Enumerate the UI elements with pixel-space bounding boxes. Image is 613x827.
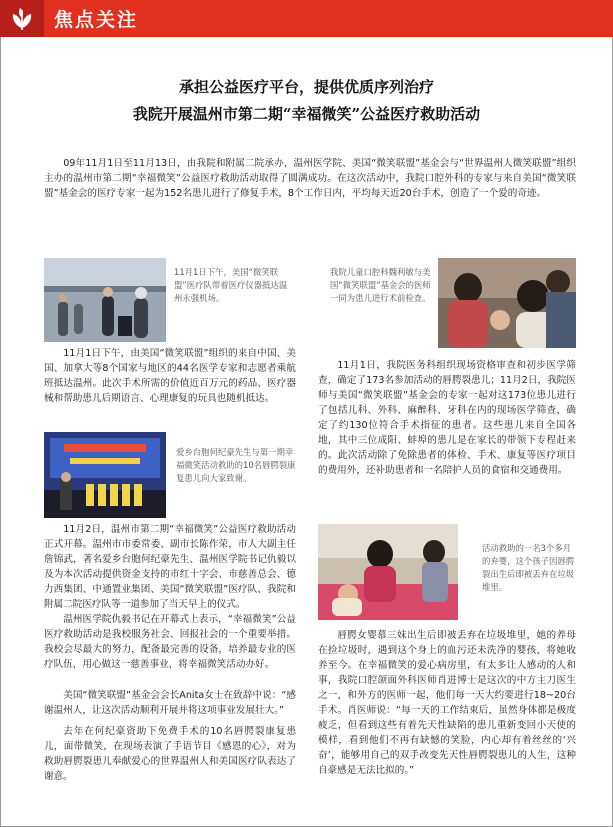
article-title-line2: 我院开展温州市第二期“幸福微笑”公益医疗救助活动	[132, 105, 481, 123]
article-title-line1: 承担公益医疗平台，提供优质序列治疗	[178, 78, 434, 96]
anita-paragraph: 美国“微笑联盟”基金会会长Anita女士在致辞中说：“感谢温州人，让这次活动顺利开展并将这项事业发展壮大。”	[44, 690, 296, 716]
caption-stage: 爱乡台胞何纪豪先生与第一期幸福微笑活动救助的10名唇腭裂康复患儿向大家致谢。	[176, 447, 296, 483]
infant-story-paragraph: 唇腭女婴慕三妹出生后即被丢弃在垃圾堆里，她的养母在捡垃圾时，遇到这个身上的血污还未洗净的婴孩，将她收养至今。在幸福微笑的爱心病房里，有太多让人感动的人和事，我院口腔颌面外科医师肖进博士是这次的中方主刀医生之一，和外方的医师一起，他们每一天大约要进行18~20台手术。肖医师说：“每一天的工作结束后，虽然身体都是极度疲乏，但看到这些有着先天性缺陷的患儿重新变回小天使的模样，看到他们不再有缺憾的笑脸，内心却有着丝丝的‘兴奋’，能够用自己的双手改变先天性唇腭裂患儿的人生，这种自豪感是无法比拟的。”	[318, 630, 576, 776]
arrival-paragraph: 11月1日下午，由美国“微笑联盟”组织的来自中国、美国、加拿大等8个国家与地区的44名医学专家和志愿者乘航班抵达温州。此次手术所需的价值近百万元的药品、医疗器械和帮助患儿后期语言、心理康复的玩具也随机抵达。	[44, 348, 296, 404]
speech-paragraph: 温州医学院仇毅书记在开幕式上表示，“幸福微笑”公益医疗救助活动是我校服务社会、回报社会的一个重要举措。我校会尽最大的努力，配备最完善的设备，培养最专业的医疗队伍，用心做这一慈善事业，将幸福微笑活动办好。	[44, 614, 296, 670]
airport-arrival-photo	[44, 258, 166, 342]
opening-paragraph: 11月2日，温州市第二期“幸福微笑”公益医疗救助活动正式开幕。温州市市委常委、副市长陈作荣，市人大副主任詹锦武，著名爱乡台胞何纪豪先生、温州医学院书记仇毅以及为本次活动提供资金支持的市红十字会、市慈善总会、德力西集团、中通置业集团、美国“微笑联盟”医疗队、我院和附属二院医疗队等一道参加了当天早上的仪式。	[44, 524, 296, 610]
caption-airport: 11月1日下午，美国“微笑联盟”医疗队带着医疗仪器抵达温州永强机场。	[174, 267, 288, 303]
thanks-paragraph: 去年在何纪豪资助下免费手术的10名唇腭裂康复患儿，面带微笑，在现场表演了手语节目《感恩的心》，对为救助唇腭裂患儿奉献爱心的世界温州人和美国医疗队表达了谢意。	[44, 726, 296, 782]
preop-exam-photo	[438, 258, 576, 348]
infant-ward-photo	[318, 524, 458, 620]
logo-box	[0, 0, 44, 37]
leaf-logo-icon	[7, 6, 37, 32]
intro-paragraph: 09年11月1日至11月13日，由我院和附属二院承办，温州医学院、美国“微笑联盟”基金会与“世界温州人微笑联盟”组织主办的温州市第二期“幸福微笑”公益医疗救助活动取得了圆满成功。在这次活动中，我院口腔外科的专家与来自美国“微笑联盟”基金会的医疗专家一起为152名患儿进行了修复手术，8个工作日内，平均每天近20台手术，创造了一个爱的奇迹。	[44, 158, 576, 199]
screening-paragraph: 11月1日，我院医务科组织现场资格审查和初步医学筛查，确定了173名参加活动的唇腭裂患儿；11月2日，我院医师与美国“微笑联盟”基金会的专家一起对这173位患儿进行了包括儿科、外科、麻醉科、牙科在内的现场医学筛查，确定了约130位符合手术指征的患者。这些患儿来自全国各地，其中三位成阳、蚌埠的患儿是在家长的带领下专程赶来的。此次活动除了免除患者的体检、手术、康复等医疗项目的费用外，还补助患者和一名陪护人员的食宿和交通费用。	[318, 360, 576, 476]
header-title: 焦点关注	[54, 9, 139, 31]
stage-thanks-photo	[44, 432, 166, 518]
caption-preop: 我院儿童口腔科魏利敏与美国“微笑联盟”基金会的医师一同为患儿进行术前检查。	[330, 267, 431, 303]
caption-infant: 活动救助的一名3个多月的弃婴，这个孩子因唇腭裂出生后即被丢弃在垃圾堆里。	[482, 543, 575, 592]
section-header	[0, 0, 613, 37]
